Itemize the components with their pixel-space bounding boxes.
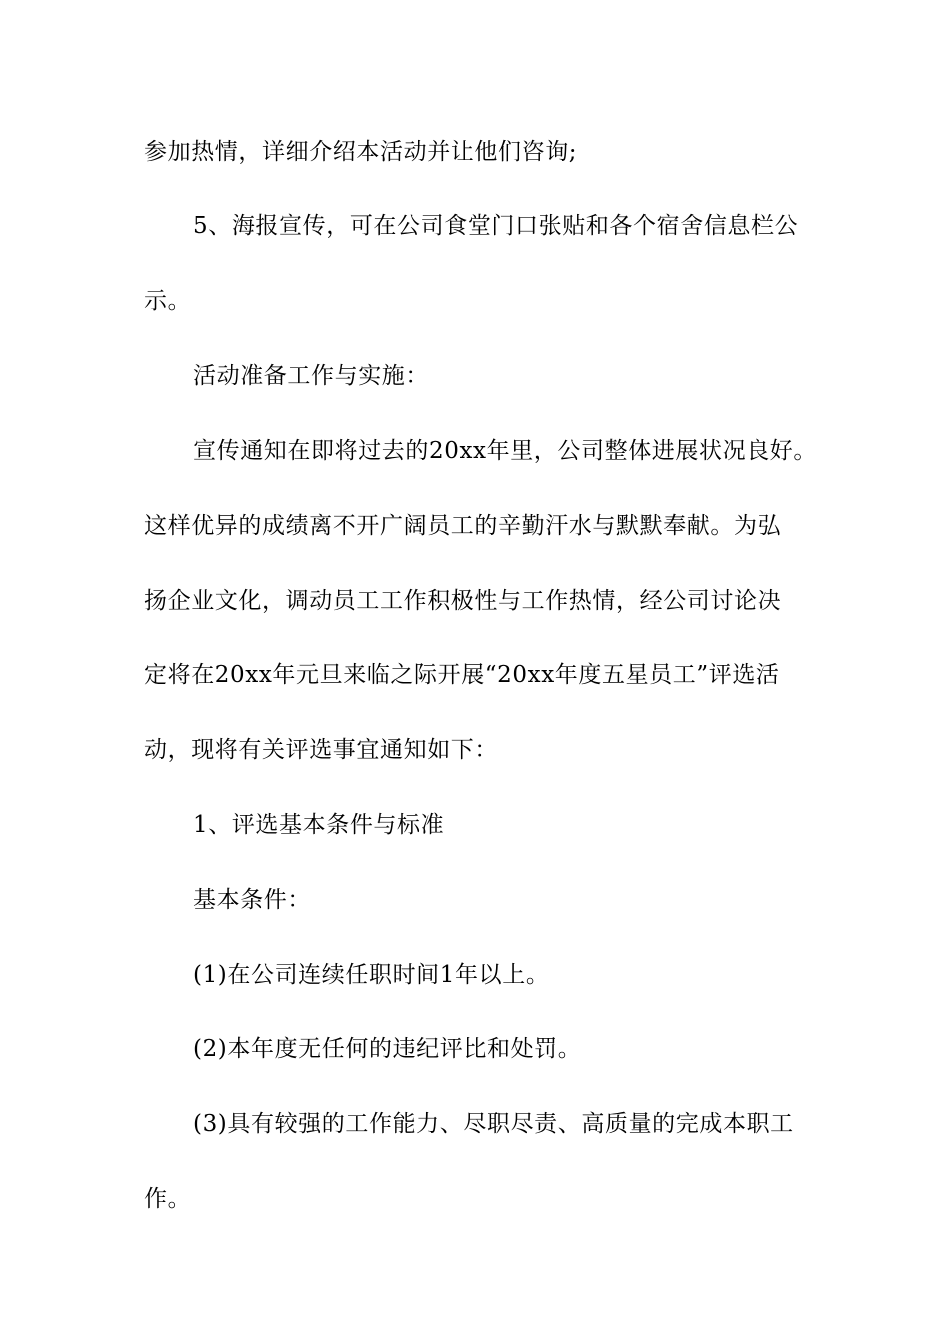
section-heading: 活动准备工作与实施： <box>193 363 429 389</box>
text-line: 5、海报宣传，可在公司食堂门口张贴和各个宿舍信息栏公 <box>193 213 799 239</box>
list-item: (2)本年度无任何的违纪评比和处罚。 <box>193 1036 582 1062</box>
list-item: (1)在公司连续任职时间1年以上。 <box>193 962 550 988</box>
text-line: 示。 <box>144 288 192 314</box>
text-line: 参加热情，详细介绍本活动并让他们咨询; <box>144 139 578 165</box>
text-line: 这样优异的成绩离不开广阔员工的辛勤汗水与默默奉献。为弘 <box>144 513 782 539</box>
text-line: 定将在20xx年元旦来临之际开展“20xx年度五星员工”评选活 <box>144 662 780 688</box>
subheading: 基本条件： <box>193 887 311 913</box>
text-line: 宣传通知在即将过去的20xx年里，公司整体进展状况良好。 <box>193 438 818 464</box>
list-item: (3)具有较强的工作能力、尽职尽责、高质量的完成本职工 <box>193 1111 794 1137</box>
text-line: 动，现将有关评选事宜通知如下： <box>144 737 498 763</box>
list-item-heading: 1、评选基本条件与标准 <box>193 812 445 838</box>
text-line: 作。 <box>144 1186 192 1212</box>
text-line: 扬企业文化，调动员工工作积极性与工作热情，经公司讨论决 <box>144 588 782 614</box>
